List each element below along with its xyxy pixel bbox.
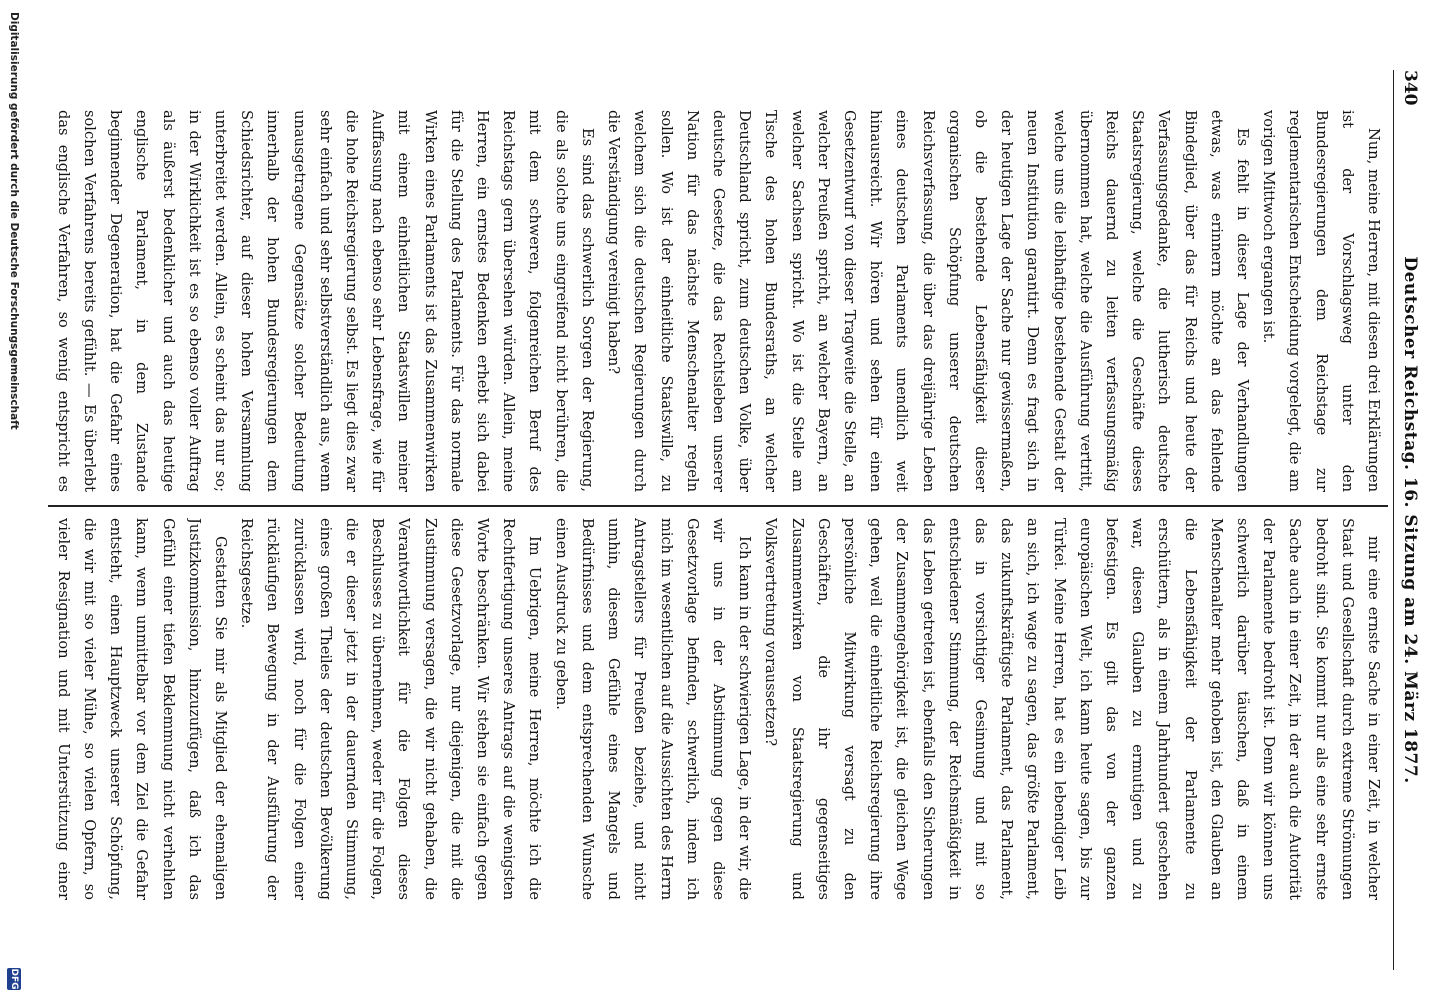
paragraph: Es fehlt in dieser Lage der Verhandlungen etwas, was erinnern möchte an das fehlende Bindeglied, über das für Reichs und heute der Verfassungsgedanke, die lutherisch deutsche Staatsregierung, welche die Geschäfte dieses Reichs dauernd zu leiten verfassungsmäßig übernommen hat, welche die Ausführung vertritt, welche uns die leibhaftige bestehende Gestalt der neuen Institution garantirt. Denn es fragt sich in der heutigen Lage der Sache nur gewissermaßen, ob die bestehende Lebensfähigkeit dieser organischen Schöpfung unserer deutschen Reichsverfassung, die über das dreijährige Leben eines deutschen Parlaments unendlich weit hinausreicht. Wir hören und sehen für einen Gesetzentwurf von dieser Tragweite die Stelle, an welcher Preußen spricht, an welcher Bayern, an welcher Sachsen spricht. Wo ist die Stelle am Tische des hohen Bundesraths, an welcher Deutschland spricht, zum deutschen Volke, über deutsche Gesetze, die das Rechtsleben unserer Nation für das nächste Menschenalter regeln sollen. Wo ist der einheitliche Staatswille, zu welchem sich die deutschen Regierungen durch die Verständigung vereinigt haben? (605, 110, 1251, 492)
spaced-paragraph: Gestatten Sie mir als Mitglied der ehemaligen Justizkommission, hinzuzufügen, daß ich das Gefühl einer tiefen Beklemmung nicht verhehlen kann, wenn unmittelbar vor dem Ziel die Gefahr entsteht, einen Hauptzweck unserer Schöpfung, die wir mit so vieler Mühe, so vielen Opfern, so vieler Resignation und mit Unterstützung einer (54, 518, 230, 900)
column-divider (48, 505, 1388, 507)
page-header (1392, 70, 1422, 970)
header-rule (1393, 70, 1394, 970)
paragraph: Im Uebrigen, meine Herren, möchte ich die Rechtfertigung unseres Antrags auf die wenigsten Worte beschränken. Wir stehen sie einfach gegen diese Gesetzvorlage, nur diejenigen, die mit die Zustimmung versagen, die wir nicht gehaben, die Verantwortlichkeit für die Folgen dieses Beschlusses zu übernehmen, weder für die Folgen, die er dieser jetzt in der dauernden Stimmung, eines großen Theiles der deutschen Bevölkerung zurücklassen wird, noch für die Folgen einer rückläufigen Bewegung in der Ausführung der Reichsgesetze. (238, 518, 544, 900)
left-text-column (46, 110, 1386, 492)
page-running-title: Deutscher Reichstag. 16. Sitzung am 24. März 1877. (1400, 256, 1420, 784)
paragraph: mir eine ernste Sache in einer Zeit, in welcher Staat und Gesellschaft durch extreme Strömungen bedroht sind. Sie kommt nur als eine sehr ernste Sache auch in einer Zeit, in der auch die Autorität der Parlamente bedroht ist. Denn wir können uns schwerlich darüber täuschen, daß in einem Menschenalter mehr gehoben ist, den Glauben an die Lebensfähigkeit der Parlamente zu erschüttern, als in einem Jahrhundert geschehen war, diesen Glauben zu ermutigen und zu befestigen. Es gilt das von der ganzen europäischen Welt, ich kann heute sagen, bis zur Türkei. Meine Herren, hat es ein lebendiger Leib an sich, ich wage zu sagen, das größte Parlament, das zukunftskräftigste Parlament, das Parlament, das in vorsichtiger Gesinnung und mit so entschiedener Stimmung, der Reichsmäßigkeit in das Leben getreten ist, ebenfalls den Sicherungen der Zusammengehörigkeit ist, die gleichen Wege gehen, weil die einheitliche Reichsregierung ihre persönliche Mitwirkung versagt zu den Geschäften, die ihr gegenseitiges Zusammenwirken von Staatsregierung und Volksvertretung voraussetzen? (762, 518, 1382, 900)
page-number: 340 (1400, 70, 1420, 106)
digitization-credit: Digitalisierung gefördert durch die Deutsche Forschungsgemeinschaft (8, 12, 20, 430)
right-text-column (46, 518, 1386, 900)
dfg-logo: DFG (9, 968, 19, 990)
digitization-footer (2, 0, 22, 1000)
paragraph: Nun, meine Herren, mit diesen drei Erklärungen ist der Vorschlagsweg unter den Bundesregierungen dem Reichstage zur reglementarischen Entscheidung vorgelegt, die am vorigen Mittwoch ergangen ist. (1260, 110, 1382, 492)
paragraph: Ich kann in der schwierigen Lage, in der wir, die wir uns in der Abstimmung gegen diese Gesetzvorlage befinden, schwerlich, indem ich mich im wesentlichen auf die Aussichten des Herrn Antragstellers für Preußen beziehe, und nicht umhin, diesem Gefühle eines Mangels und Bedürfnisses und dem entsprechenden Wunsche einen Ausdruck zu geben. (552, 518, 754, 900)
paragraph: Es sind das schwerlich Sorgen der Regierung, die als solche uns eingreifend nicht berühren, die mit dem schweren, folgenreichen Beruf des Reichstags gern übersehen würden. Allein, meine Herren, ein ernstes Bedenken erhebt sich dabei für die Stellung des Parlaments. Für das normale Wirken eines Parlaments ist das Zusammenwirken mit einem einheitlichen Staatswillen meiner Auffassung nach ebenso sehr Lebensfrage, wie für die hohe Reichsregierung selbst. Es liegt dies zwar sehr einfach und sehr selbstverständlich aus, wenn unausgetragene Gegensätze solcher Bedeutung innerhalb der hohen Bundesregierungen dem Schiedsrichter, auf dieser hohen Versammlung unterbreitet werden. Allein, es scheint das nur so; in der Wirklichkeit ist es so ebenso voller Auftrag als äußerst bedenklicher und auch das heutige englische Parlament, in dem Zustande beginnender Degeneration, hat die Gefahr eines solchen Verfahrens bereits gefühlt. — Es überlebt das englische Verfahren, so wenig entspricht es (54, 110, 596, 492)
